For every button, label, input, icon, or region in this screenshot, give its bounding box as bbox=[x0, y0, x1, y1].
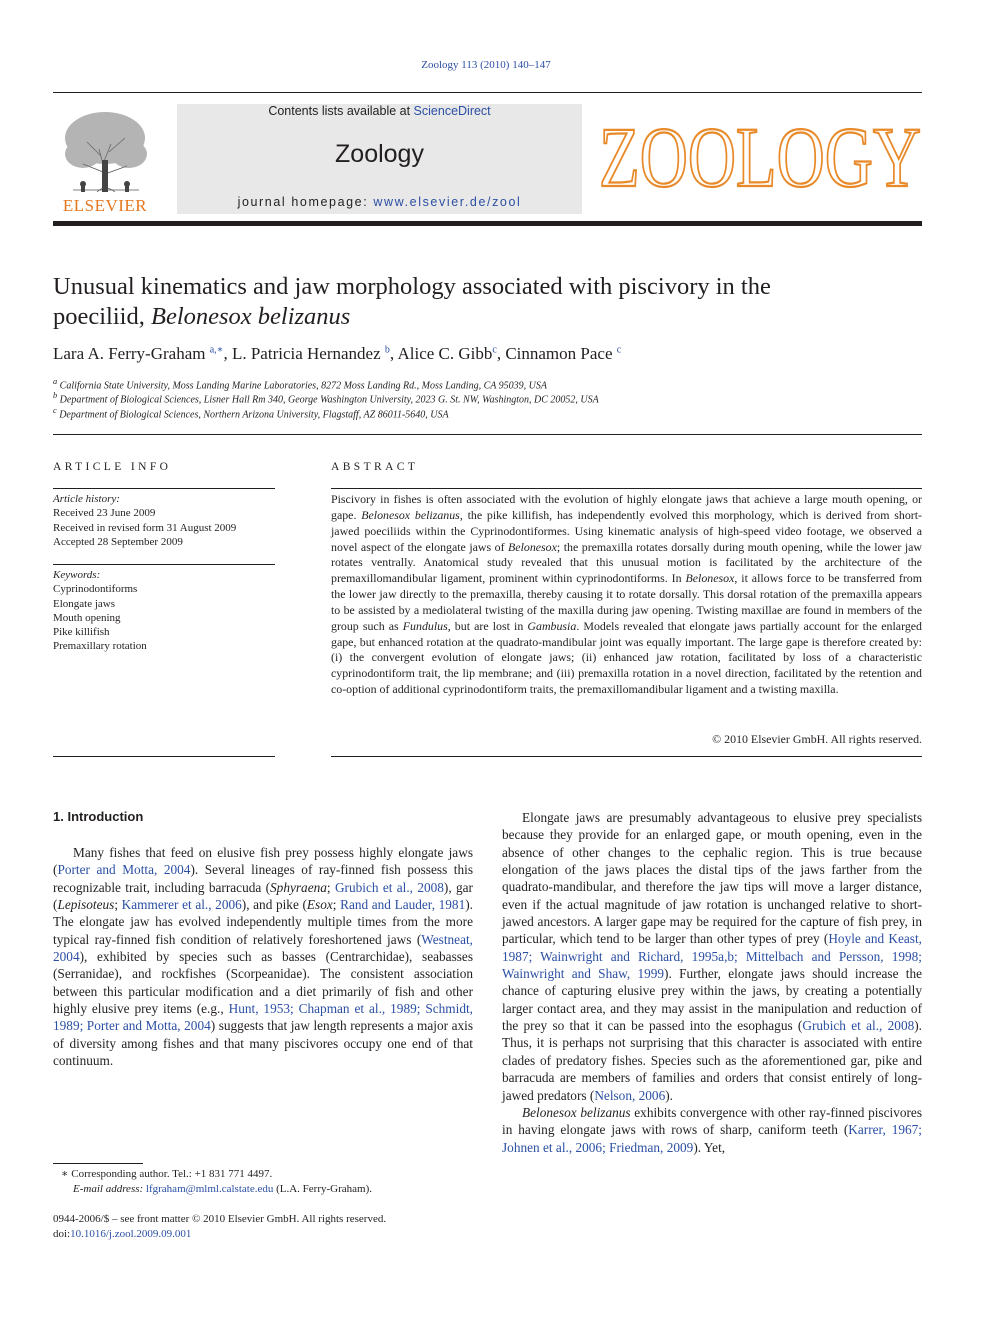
affiliation-mark[interactable]: a,∗ bbox=[209, 344, 224, 356]
body-column-left bbox=[53, 844, 473, 1069]
citation-link[interactable]: Zoology 113 (2010) 140–147 bbox=[421, 59, 551, 71]
header-thick-rule bbox=[53, 221, 922, 226]
doi-link[interactable]: 10.1016/j.zool.2009.09.001 bbox=[70, 1228, 192, 1240]
keyword: Mouth opening bbox=[53, 611, 121, 624]
body-column-right bbox=[502, 809, 922, 1156]
author-list: Lara A. Ferry-Graham $^{a,∗}$, L. Patricia Hernandez $^b$, Alice C. Gibb$^c$, Cinnamon Pace $^c$ bbox=[53, 344, 622, 363]
reference-link[interactable]: Hoyle and Keast, 1987; Wainwright and Richard, 1995a,b; Mittelbach and Persson, 1998; Wainwright and Shaw, 1999 bbox=[502, 931, 922, 982]
contents-line: Contents lists available at ScienceDirect bbox=[268, 104, 491, 118]
publisher-wordmark: ELSEVIER bbox=[62, 196, 148, 215]
keyword: Pike killifish bbox=[53, 626, 110, 639]
article-title: Unusual kinematics and jaw morphology associated with piscivory in the poeciliid, Belonesox belizanus bbox=[53, 273, 771, 330]
reference-link[interactable]: Nelson, 2006 bbox=[594, 1087, 666, 1103]
affiliation-c: $^c$ Department of Biological Sciences, Northern Arizona University, Flagstaff, AZ 86011-5640, USA bbox=[53, 406, 449, 421]
article-history: Article history: Received 23 June 2009 Received in revised form 31 August 2009 Accepted 28 September 2009 bbox=[53, 492, 275, 549]
journal-masthead-logo bbox=[597, 109, 923, 205]
issn-line: 0944-2006/$ – see front matter © 2010 Elsevier GmbH. All rights reserved. bbox=[53, 1213, 387, 1225]
article-info-rule bbox=[53, 488, 275, 489]
reference-link[interactable]: Porter and Motta, 2004 bbox=[57, 862, 191, 878]
keyword: Elongate jaws bbox=[53, 597, 116, 610]
homepage-link[interactable]: www.elsevier.de/zool bbox=[373, 195, 522, 209]
keywords-list: Keywords: Cyprinodontiforms Elongate jaws Mouth opening Pike killifish Premaxillary rotation bbox=[53, 568, 275, 654]
journal-homepage: journal homepage: www.elsevier.de/zool bbox=[237, 195, 522, 209]
abstract-rule bbox=[331, 756, 922, 757]
article-info-heading: ARTICLE INFO bbox=[53, 461, 172, 473]
affiliation-a: $^a$ California State University, Moss Landing Marine Laboratories, 8272 Moss Landing Rd., Moss Landing, CA 95039, USA bbox=[53, 377, 548, 392]
reference-link[interactable]: Grubich et al., 2008 bbox=[802, 1018, 915, 1034]
author-name: Lara A. Ferry-Graham bbox=[53, 344, 206, 363]
affiliation-rule bbox=[53, 434, 922, 435]
section-heading-introduction: 1. Introduction bbox=[53, 809, 144, 824]
paragraph: Elongate jaws are presumably advantageous to elusive prey specialists because they provide for an enlarged gape, or mouth opening, even in the absence of other changes to the cephalic region. This is true because elongation of the jaws places the distal tips of the jaws farther from the quadrato-mandibular, and therefore the jaw tips will move a larger distance, even if the actual magnitude of jaw rotation is unchanged relative to short-jawed ancestors. A larger gape may be required for the capture of fish prey, in particular, which tend to be larger than other types of prey (Hoyle and Keast, 1987; Wainwright and Richard, 1995a,b; Mittelbach and Persson, 1998; Wainwright and Shaw, 1999). Further, elongate jaws should increase the chance of capturing elusive prey within the jaws, by creating a potentially larger contact area, and they may assist in the manipulation and reduction of the prey so that it can be passed into the esophagus (Grubich et al., 2008). Thus, it is perhaps not surprising that this character is associated with entire clades of predatory fishes. Species such as the aforementioned gar, pike and barracuda are members of families and orders that consist entirely of long-jawed predators (Nelson, 2006). bbox=[502, 810, 923, 1103]
keyword: Cyprinodontiforms bbox=[53, 583, 138, 596]
author-name: L. Patricia Hernandez bbox=[231, 344, 381, 363]
author-name: Cinnamon Pace bbox=[505, 344, 613, 363]
keyword: Premaxillary rotation bbox=[53, 640, 147, 653]
article-info-rule bbox=[53, 564, 275, 565]
history-accepted: Accepted 28 September 2009 bbox=[53, 535, 183, 548]
history-received: Received 23 June 2009 bbox=[53, 507, 156, 520]
corresponding-author-footnote: ∗ Corresponding author. Tel.: +1 831 771 4497. E-mail address: lfgraham@mlml.calstate.edu (L.A. Ferry-Graham). bbox=[61, 1168, 372, 1195]
affiliation-mark[interactable]: c bbox=[492, 344, 497, 356]
affiliation-b: $^b$ Department of Biological Sciences, Lisner Hall Rm 340, George Washington University, 2023 G. St. NW, Washington, DC 20052, USA bbox=[53, 391, 599, 406]
reference-link[interactable]: Grubich et al., 2008 bbox=[334, 879, 444, 895]
abstract-rule bbox=[331, 488, 922, 489]
reference-link[interactable]: Hunt, 1953; Chapman et al., 1989; Schmidt, 1989; Porter and Motta, 2004 bbox=[53, 1001, 474, 1034]
reference-link[interactable]: Karrer, 1967; Johnen et al., 2006; Friedman, 2009 bbox=[502, 1122, 922, 1155]
front-matter-footer bbox=[53, 1212, 473, 1242]
article-info-rule bbox=[53, 756, 275, 757]
sciencedirect-link[interactable]: ScienceDirect bbox=[413, 104, 491, 118]
reference-link[interactable]: Westneat, 2004 bbox=[53, 931, 473, 965]
reference-link[interactable]: Rand and Lauder, 1981 bbox=[340, 897, 466, 913]
masthead-text: ZOOLOGY bbox=[599, 109, 921, 205]
email-link[interactable]: lfgraham@mlml.calstate.edu bbox=[145, 1183, 274, 1195]
paragraph: Belonesox belizanus exhibits convergence with other ray-finned piscivores in having elongate jaws with rows of sharp, caniform teeth (Karrer, 1967; Johnen et al., 2006; Friedman, 2009). Yet, bbox=[502, 1104, 923, 1155]
paragraph: Many fishes that feed on elusive fish prey possess highly elongate jaws (Porter and Motta, 2004). Several lineages of ray-finned fish possess this recognizable trait, including barracuda (Sphyraena; Grubich et al., 2008), gar (Lepisoteus; Kammerer et al., 2006), and pike (Esox; Rand and Lauder, 1981). The elongate jaw has evolved independently multiple times from the more typical ray-finned fish condition of relatively foreshortened jaws (Westneat, 2004), exhibited by species such as basses (Centrarchidae), seabasses (Serranidae), and rockfishes (Scorpeanidae). The consistent association between this particular modification and a diet primarily of fish and other highly elusive prey items (e.g., Hunt, 1953; Chapman et al., 1989; Schmidt, 1989; Porter and Motta, 2004) suggests that jaw length represents a major axis of diversity among fishes and that many piscivores occupy one end of that continuum. bbox=[53, 845, 474, 1069]
author-name: Alice C. Gibb bbox=[397, 344, 493, 363]
doi-line: doi:10.1016/j.zool.2009.09.001 bbox=[53, 1228, 192, 1240]
abstract-body: Piscivory in fishes is often associated with the evolution of highly elongate jaws that achieve a large mouth opening, or gape. Belonesox belizanus, the pike killifish, has independently evolved this morphology, which is derived from short-jawed poeciliids within the Cyprinodontiformes. Using kinematic analysis of high-speed video footage, we observed a novel aspect of the elongate jaws of Belonesox; the premaxilla rotates dorsally during mouth opening, while the lower jaw rotates ventrally. Anatomical study revealed that this unusual motion is facilitated by the architecture of the premaxillomandibular ligament, prominent within cyprinodontiforms. In Belonesox, it allows force to be transferred from the lower jaw directly to the premaxilla, thereby causing it to rotate dorsally. This dorsal rotation of the premaxilla appears to be assisted by a mediolateral twisting of the maxilla during jaw opening. Twisting maxillae are found in members of the group such as Fundulus, but are lost in Gambusia. Models revealed that elongate jaws partially account for the enlarged gape, but enhanced rotation at the quadrato-mandibular joint was equally important. The large gape is therefore created by: (i) the convergent evolution of elongate jaws; (ii) enhanced jaw rotation, facilitated by loss of a characteristic cyprinodontiform trait, the lip membrane; and (iii) premaxilla rotation in a novel direction, facilitated by the retention and co-option of additional cyprinodontiform traits, the premaxillomandibular ligament and a twisting maxilla. bbox=[331, 492, 923, 697]
reference-link[interactable]: Kammerer et al., 2006 bbox=[121, 897, 242, 913]
abstract-heading: ABSTRACT bbox=[331, 461, 419, 473]
footnote-rule bbox=[53, 1163, 143, 1164]
affiliation-mark[interactable]: b bbox=[384, 344, 390, 356]
journal-name: Zoology bbox=[335, 140, 424, 168]
affiliation-mark[interactable]: c bbox=[616, 344, 622, 356]
header-rule bbox=[53, 92, 922, 93]
abstract-copyright: © 2010 Elsevier GmbH. All rights reserved. bbox=[712, 732, 922, 746]
history-revised: Received in revised form 31 August 2009 bbox=[53, 521, 237, 534]
